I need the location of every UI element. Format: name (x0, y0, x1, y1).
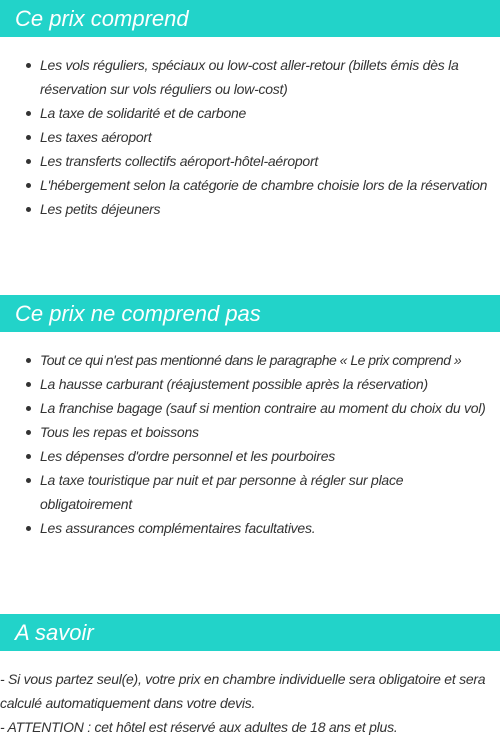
to-know-notes (0, 667, 500, 739)
section-header-not-included: Ce prix ne comprend pas (0, 295, 500, 332)
list-item: Les assurances complémentaires facultatives. (0, 516, 500, 540)
list-item: Tout ce qui n'est pas mentionné dans le paragraphe « Le prix comprend » (0, 348, 500, 372)
list-item: Les transferts collectifs aéroport-hôtel-aéroport (0, 149, 500, 173)
note-text: - ATTENTION : cet hôtel est réservé aux adultes de 18 ans et plus. (0, 719, 398, 735)
list-item: L'hébergement selon la catégorie de chambre choisie lors de la réservation (0, 173, 500, 197)
included-list (0, 53, 500, 221)
section-header-included: Ce prix comprend (0, 0, 500, 37)
list-item: La franchise bagage (sauf si mention contraire au moment du choix du vol) (0, 396, 500, 420)
section-header-to-know: A savoir (0, 614, 500, 651)
list-item: Les taxes aéroport (0, 125, 500, 149)
note-text: - Si vous partez seul(e), votre prix en chambre individuelle sera obligatoire et sera calculé automatiquement dans votre devis. (0, 671, 486, 711)
list-item: Les vols réguliers, spéciaux ou low-cost aller-retour (billets émis dès la réservation sur vols réguliers ou low-cost) (0, 53, 500, 101)
list-item: La hausse carburant (réajustement possible après la réservation) (0, 372, 500, 396)
list-item: La taxe touristique par nuit et par personne à régler sur place obligatoirement (0, 468, 500, 516)
list-item: Les petits déjeuners (0, 197, 500, 221)
list-item: La taxe de solidarité et de carbone (0, 101, 500, 125)
not-included-list (0, 348, 500, 540)
list-item: Les dépenses d'ordre personnel et les pourboires (0, 444, 500, 468)
list-item: Tous les repas et boissons (0, 420, 500, 444)
